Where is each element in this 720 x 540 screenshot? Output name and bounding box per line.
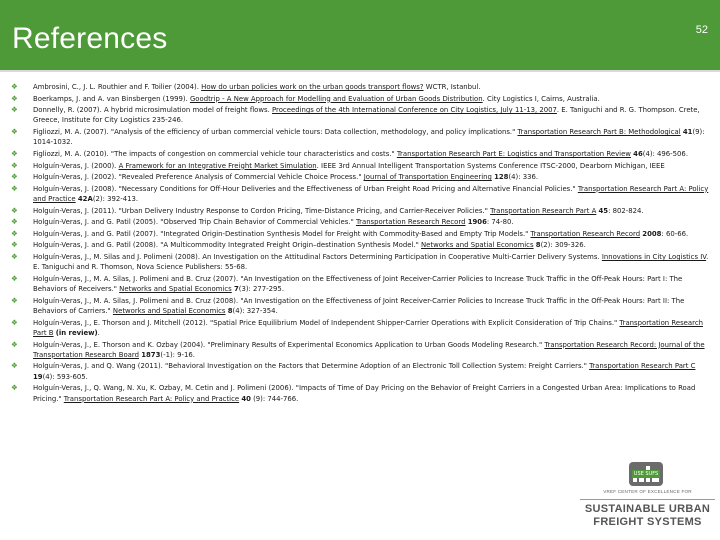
reference-text: Holguín-Veras, J., M. A. Silas, J. Polimeni and B. Cruz (2007). "An Investigation on the Effectiveness of Joint Receiver-Carrier Policies to Increase Truck Traffic in the Off-Peak Hours: Part I: The Behaviors of Receivers.": [33, 274, 683, 294]
diamond-bullet-icon: ❖: [11, 93, 18, 103]
diamond-bullet-icon: ❖: [11, 82, 18, 91]
reference-text: Holguín-Veras, J., M. A. Silas, J. Polimeni and B. Cruz (2008). "An Investigation on the Effectiveness of Joint Receiver-Carrier Policies to Increase Truck Traffic in the Off-Peak Hours: Part II: The Behaviors of Carriers.": [33, 296, 685, 316]
reference-volume: 8: [227, 307, 233, 316]
reference-item: [10, 161, 710, 171]
reference-text: (9): 1014-1032.: [33, 128, 705, 147]
page-number: 52: [695, 24, 708, 36]
reference-source: Goodtrip - A New Approach for Modelling and Evaluation of Urban Goods Distribution: [189, 94, 483, 103]
reference-item: [10, 240, 710, 250]
reference-item: [10, 252, 710, 273]
reference-text: Holguín-Veras, J. and G. Patil (2008). "A Multicommodity Integrated Freight Origin–destination Synthesis Model.": [33, 241, 421, 250]
reference-volume: 7: [233, 285, 239, 294]
reference-text: (9): 744-766.: [250, 394, 299, 403]
diamond-bullet-icon: ❖: [11, 172, 18, 182]
diamond-bullet-icon: ❖: [11, 273, 18, 283]
reference-volume: 46: [633, 149, 643, 158]
reference-volume: 40: [241, 394, 251, 403]
diamond-bullet-icon: ❖: [11, 383, 18, 393]
reference-source: Networks and Spatial Economics: [420, 241, 534, 250]
diamond-bullet-icon: ❖: [11, 127, 18, 137]
logo-divider: [580, 499, 715, 500]
reference-source: Innovations in City Logistics IV: [601, 253, 707, 262]
reference-text: . City Logistics I, Cairns, Australia.: [482, 94, 600, 103]
reference-text: . E. Taniguchi and R. G. Thompson. Crete, Greece, Institute for City Logistics 235-246.: [33, 106, 700, 125]
diamond-bullet-icon: ❖: [11, 361, 18, 371]
reference-source: Transportation Research Part B: Methodological: [517, 128, 681, 137]
sufs-logo: [580, 462, 715, 536]
reference-volume: 42A: [77, 195, 93, 204]
reference-text: Holguín-Veras, J., Q. Wang, N. Xu, K. Ozbay, M. Cetin and J. Polimeni (2006). "Impacts of Time of Day Pricing on the Behavior of Freight Carriers in a Congested Urban Area: Implications to Road Pricing.": [33, 384, 696, 403]
reference-volume: 1906: [467, 218, 487, 227]
reference-volume: 2008: [642, 229, 662, 238]
reference-source: Transportation Research Record: Journal of the Transportation Research Board: [33, 340, 705, 359]
reference-text: Figliozzi, M. A. (2010). "The impacts of congestion on commercial vehicle tour characteristics and costs.": [33, 149, 397, 158]
logo-subtitle: VREF CENTER OF EXCELLENCE FOR: [603, 489, 692, 494]
diamond-bullet-icon: ❖: [11, 105, 18, 115]
logo-name-line1: SUSTAINABLE URBAN: [584, 503, 711, 515]
reference-text: : 74-80.: [486, 218, 514, 227]
reference-source: Transportation Research Record: [355, 218, 466, 227]
reference-source: Transportation Research Record: [530, 229, 641, 238]
logo-tag: USE SUFS: [633, 471, 659, 477]
reference-text: .: [97, 328, 100, 337]
diamond-bullet-icon: ❖: [11, 160, 18, 170]
reference-item: [10, 274, 710, 295]
reference-source: Transportation Research Part C: [589, 362, 696, 371]
diamond-bullet-icon: ❖: [11, 295, 18, 305]
reference-item: [10, 127, 710, 148]
reference-text: WCTR, Istanbul.: [423, 83, 481, 91]
reference-text: Holguín-Veras, J. (2000).: [33, 161, 119, 170]
reference-volume: (in review): [55, 328, 98, 337]
diamond-bullet-icon: ❖: [11, 252, 18, 262]
reference-text: Holguín-Veras, J. and Q. Wang (2011). "Behavioral Investigation on the Factors that Determine Adoption of an Electronic Toll Collection System: Freight Carriers.": [33, 362, 590, 371]
reference-text: Holguín-Veras, J. and G. Patil (2007). "Integrated Origin-Destination Synthesis Model for Freight with Commodity-Based and Empty Trip Models.": [33, 229, 531, 238]
reference-volume: 45: [598, 206, 609, 215]
reference-source: Proceedings of the 4th International Conference on City Logistics, July 11-13, 2007: [272, 106, 557, 115]
reference-source: Transportation Research Part A: Policy and Practice: [33, 184, 709, 204]
reference-text: Boerkamps, J. and A. van Binsbergen (1999).: [33, 94, 190, 103]
reference-item: [10, 217, 710, 227]
reference-text: Holguín-Veras, J. (2008). "Necessary Conditions for Off-Hour Deliveries and the Effectiveness of Urban Freight Road Pricing and Alternative Financial Policies.": [33, 184, 578, 193]
reference-text: Holguín-Veras, J. and G. Patil (2005). "Observed Trip Chain Behavior of Commercial Vehicles.": [33, 218, 356, 227]
reference-item: [10, 206, 710, 216]
reference-text: (2): 309-326.: [540, 241, 586, 250]
reference-item: [10, 383, 710, 404]
reference-text: Holguín-Veras, J. (2002). "Revealed Preference Analysis of Commercial Vehicle Choice Process.": [33, 173, 364, 182]
reference-source: How do urban policies work on the urban goods transport flows?: [201, 83, 424, 91]
reference-item: [10, 229, 710, 239]
reference-text: (4): 496-506.: [642, 149, 689, 158]
reference-source: Transportation Research Part B: [33, 318, 703, 337]
diamond-bullet-icon: ❖: [11, 339, 18, 349]
reference-text: (4): 327-354.: [232, 307, 278, 316]
reference-item: [10, 172, 710, 182]
reference-list: [10, 82, 710, 405]
reference-text: Donnelly, R. (2007). A hybrid microsimulation model of freight flows.: [33, 106, 272, 115]
reference-text: . E. Taniguchi and R. Thomson, Nova Science Publishers: 55-68.: [33, 253, 709, 272]
reference-text: (3): 277-295.: [238, 285, 285, 294]
reference-volume: 128: [494, 173, 509, 182]
reference-source: A Framework for an Integrative Freight Market Simulation: [118, 161, 317, 170]
reference-item: [10, 184, 710, 205]
reference-source: Networks and Spatial Economics: [112, 307, 226, 316]
reference-source: Transportation Research Part A: [490, 206, 597, 215]
reference-item: [10, 94, 710, 104]
diamond-bullet-icon: ❖: [11, 205, 18, 215]
reference-text: Figliozzi, M. A. (2007). "Analysis of the efficiency of urban commercial vehicle tours: Data collection, methodology, and policy implications.": [33, 128, 518, 137]
diamond-bullet-icon: ❖: [11, 183, 18, 193]
reference-text: : 60-66.: [661, 229, 689, 238]
reference-source: Networks and Spatial Economics: [119, 285, 232, 294]
reference-volume: 41: [682, 128, 693, 137]
header-divider: [0, 70, 720, 72]
logo-name-line2: FREIGHT SYSTEMS: [593, 516, 702, 528]
reference-text: (2): 392-413.: [92, 195, 139, 204]
reference-text: Ambrosini, C., J. L. Routhier and F. Toilier (2004).: [33, 83, 202, 91]
reference-source: Journal of Transportation Engineering: [363, 173, 492, 182]
reference-item: [10, 82, 710, 92]
page-title: References: [12, 22, 168, 55]
reference-source: Transportation Research Part E: Logistics and Transportation Review: [396, 149, 631, 158]
university-building-logo: [629, 462, 663, 486]
reference-text: Holguín-Veras, J., M. Silas and J. Polimeni (2008). An Investigation on the Attitudinal Factors Determining Participation in Cooperative Multi-Carrier Delivery Systems.: [33, 253, 602, 262]
diamond-bullet-icon: ❖: [11, 148, 18, 158]
reference-text: (4): 336.: [508, 173, 539, 182]
diamond-bullet-icon: ❖: [11, 240, 18, 250]
reference-item: [10, 318, 710, 339]
diamond-bullet-icon: ❖: [11, 228, 18, 238]
reference-item: [10, 296, 710, 317]
reference-text: : 802-824.: [608, 206, 644, 215]
reference-item: [10, 361, 710, 382]
reference-item: [10, 149, 710, 159]
reference-text: (-1): 9-16.: [160, 350, 195, 359]
reference-volume: 19: [33, 372, 43, 381]
reference-item: [10, 105, 710, 126]
reference-text: (4): 593-605.: [42, 372, 88, 381]
reference-text: Holguín-Veras, J., E. Thorson and K. Ozbay (2004). "Preliminary Results of Experimental Economics Application to Urban Goods Modeling Research.": [33, 340, 545, 349]
reference-volume: 8: [535, 241, 541, 250]
reference-text: Holguín-Veras, J., E. Thorson and J. Mitchell (2012). "Spatial Price Equilibrium Model of Independent Shipper-Carrier Operations with Explicit Consideration of Trip Chains.": [33, 318, 620, 327]
header-bar: [0, 0, 720, 70]
diamond-bullet-icon: ❖: [11, 317, 18, 327]
diamond-bullet-icon: ❖: [11, 217, 18, 227]
reference-source: Transportation Research Part A: Policy and Practice: [63, 394, 240, 403]
reference-text: . IEEE 3rd Annual Intelligent Transportation Systems Conference ITSC-2000, Dearborn Michigan, IEEE: [316, 161, 665, 170]
reference-text: Holguín-Veras, J. (2011). "Urban Delivery Industry Response to Cordon Pricing, Time-Distance Pricing, and Carrier-Receiver Policies.": [33, 206, 491, 215]
reference-item: [10, 340, 710, 361]
reference-volume: 1873: [141, 350, 161, 359]
